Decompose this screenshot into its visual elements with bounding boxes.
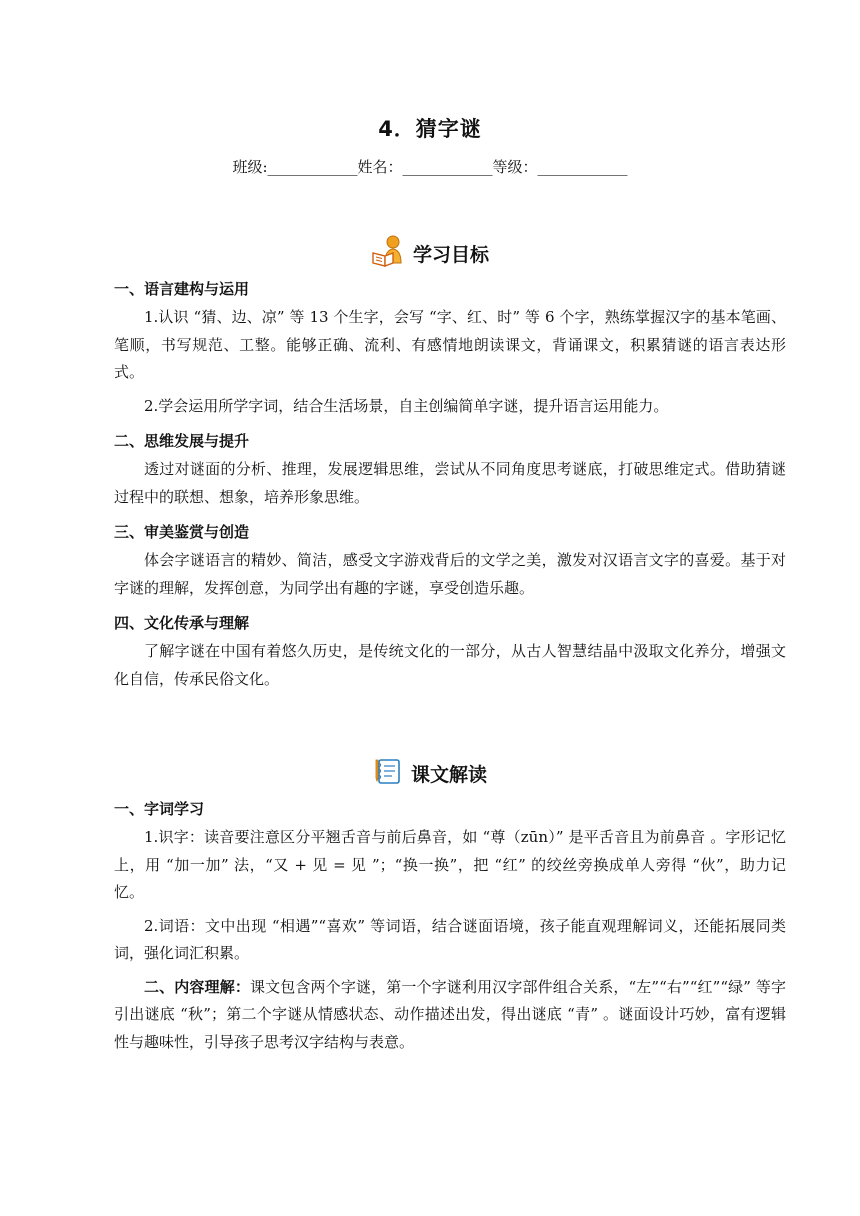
goal-heading-thinking: 二、思维发展与提升 [114,432,250,450]
reading-paragraph: 2.词语：文中出现 “相遇”“喜欢” 等词语，结合谜面语境，孩子能直观理解词义，还能拓展同类词，强化词汇积累。 [114,916,786,962]
goal-heading-language: 一、语言建构与运用 [114,280,250,298]
reading-heading-words: 一、字词学习 [114,800,205,818]
section-title-goals: 学习目标 [412,243,489,266]
section-header-goals [0,236,860,270]
reading-content [114,794,786,1062]
goal-heading-aesthetics: 三、审美鉴赏与创造 [114,523,250,541]
notebook-pen-icon [373,756,403,790]
goals-content [114,274,786,699]
goal-heading-culture: 四、文化传承与理解 [114,614,250,632]
section-header-reading [0,756,860,790]
student-info-line: 班级:____________姓名：____________等级：____________ [232,158,628,176]
reading-person-icon [371,235,405,271]
goal-paragraph: 体会字谜语言的精妙、简洁，感受文字游戏背后的文学之美，激发对汉语言文字的喜爱。基于对字谜的理解，发挥创意，为同学出有趣的字谜，享受创造乐趣。 [114,551,786,597]
goal-paragraph: 透过对谜面的分析、推理，发展逻辑思维，尝试从不同角度思考谜底，打破思维定式。借助猜谜过程中的联想、想象，培养形象思维。 [114,460,786,506]
content-understanding-text: 课文包含两个字谜，第一个字谜利用汉字部件组合关系，“左”“右”“红”“绿” 等字引出谜底 “秋”；第二个字谜从情感状态、动作描述出发，得出谜底 “青” 。谜面设计巧妙，富有逻辑性与趣味性，引导孩子思考汉字结构与表意。 [114,977,786,1051]
section-title-reading: 课文解读 [410,763,487,786]
goal-paragraph: 了解字谜在中国有着悠久历史，是传统文化的一部分，从古人智慧结晶中汲取文化养分，增强文化自信，传承民俗文化。 [114,642,786,688]
goal-paragraph: 2.学会运用所学字词，结合生活场景，自主创编简单字谜，提升语言运用能力。 [144,396,669,415]
content-understanding-paragraph [114,974,786,1057]
content-understanding-lead: 二、内容理解： [144,977,250,996]
page-title: 4．猜字谜 [378,117,482,141]
reading-paragraph: 1.识字：读音要注意区分平翘舌音与前后鼻音，如 “尊（zūn）” 是平舌音且为前鼻音 。字形记忆上，用 “加一加” 法，“又 + 见 = 见 ”；“换一换”，把 “红” 的绞丝旁换成单人旁得 “伙”，助力记忆。 [114,828,786,901]
goal-paragraph: 1.认识 “猜、边、凉” 等 13 个生字，会写 “字、红、时” 等 6 个字，熟练掌握汉字的基本笔画、笔顺，书写规范、工整。能够正确、流利、有感情地朗读课文，背诵课文，积累猜谜的语言表达形式。 [114,308,786,381]
